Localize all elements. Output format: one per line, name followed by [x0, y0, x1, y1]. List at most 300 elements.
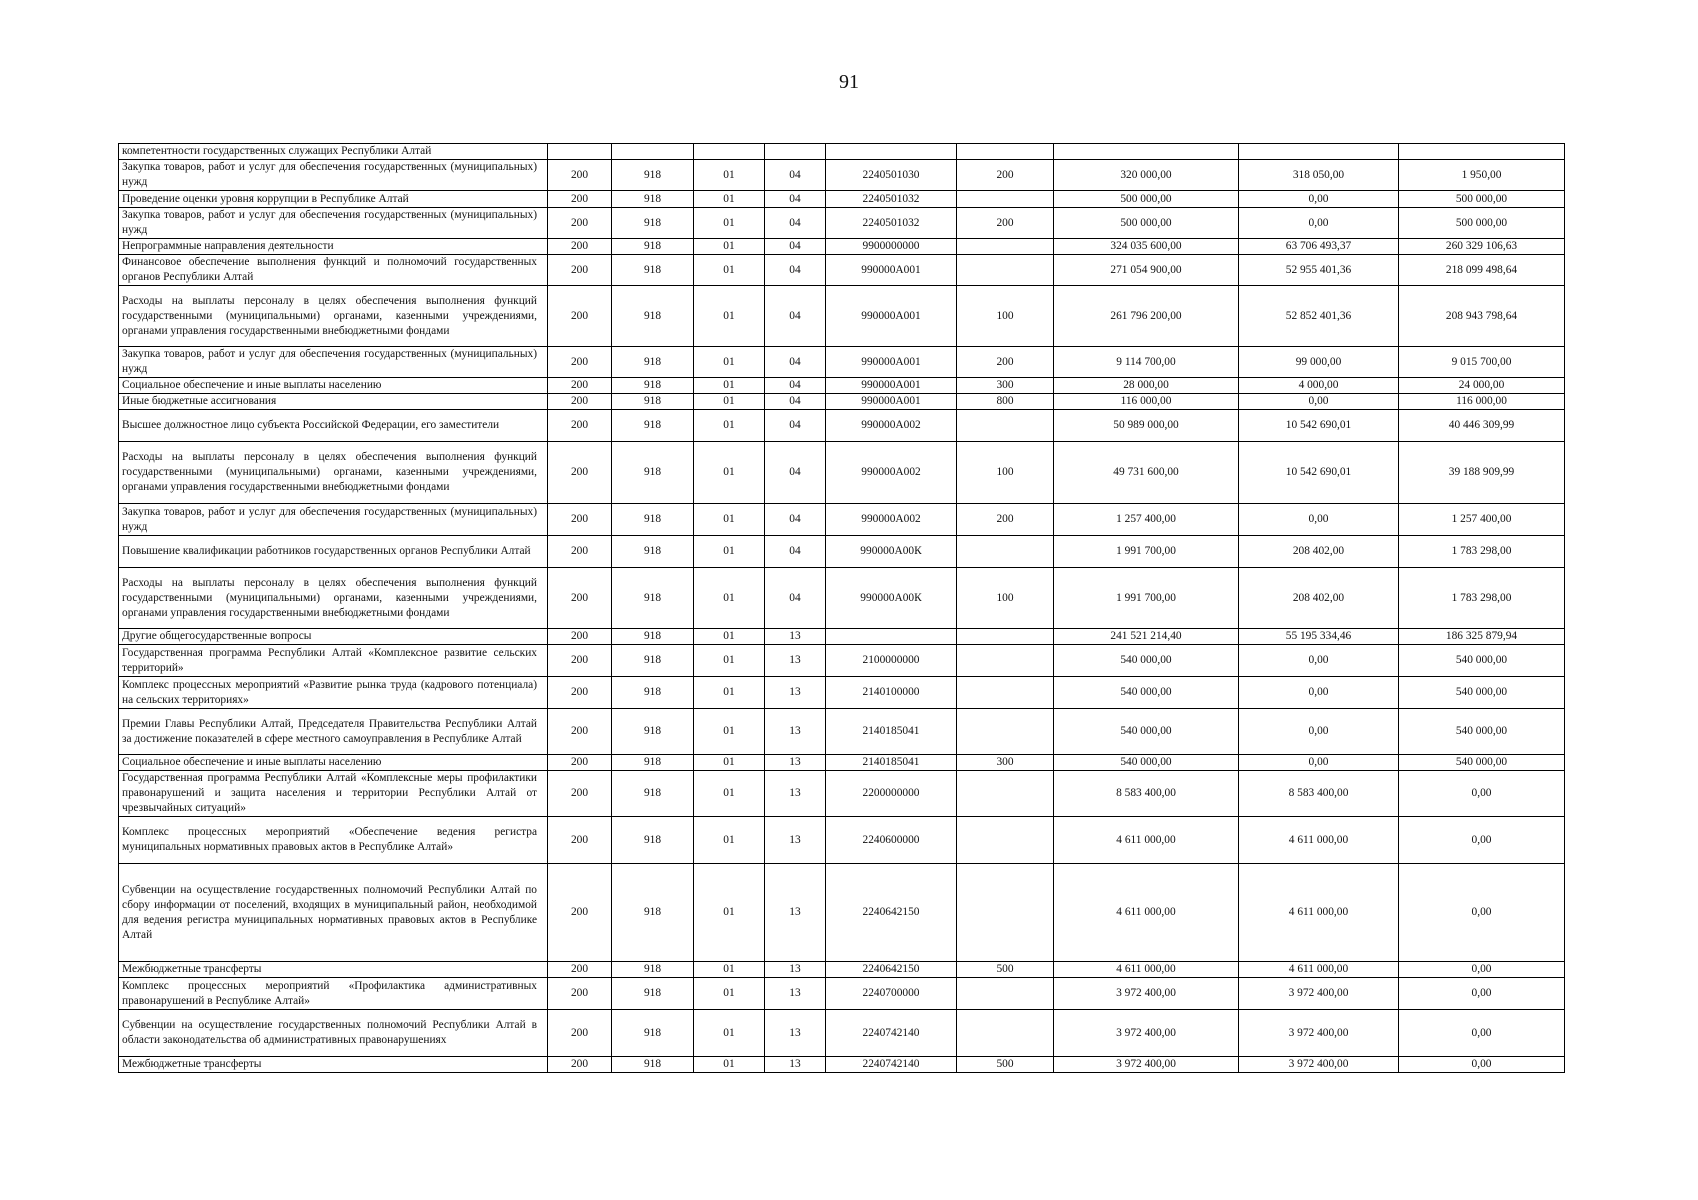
row-ministry-code: 918 — [612, 629, 694, 645]
row-expense-type — [957, 629, 1054, 645]
table-row — [119, 677, 1565, 709]
row-target-article — [826, 629, 957, 645]
row-admin-code: 200 — [548, 160, 612, 191]
row-remainder-amount: 540 000,00 — [1399, 755, 1565, 771]
row-target-article: 2240700000 — [826, 978, 957, 1010]
row-name: Расходы на выплаты персоналу в целях обеспечения выполнения функций государственными (муниципальными) органами, казенными учреждениями, органами управления государственными внебюджетными фондами — [119, 286, 548, 347]
row-target-article: 2240742140 — [826, 1057, 957, 1073]
row-expense-type — [957, 536, 1054, 568]
row-section: 01 — [694, 442, 765, 504]
row-section: 01 — [694, 755, 765, 771]
row-executed-amount: 63 706 493,37 — [1239, 239, 1399, 255]
row-section: 01 — [694, 347, 765, 378]
row-section: 01 — [694, 817, 765, 864]
row-admin-code: 200 — [548, 208, 612, 239]
row-approved-amount: 1 991 700,00 — [1054, 568, 1239, 629]
row-section: 01 — [694, 410, 765, 442]
row-approved-amount: 49 731 600,00 — [1054, 442, 1239, 504]
row-admin-code — [548, 144, 612, 160]
row-executed-amount: 4 000,00 — [1239, 378, 1399, 394]
row-approved-amount: 1 991 700,00 — [1054, 536, 1239, 568]
row-section: 01 — [694, 962, 765, 978]
row-admin-code: 200 — [548, 347, 612, 378]
row-subsection: 04 — [765, 191, 826, 208]
page-number: 91 — [839, 71, 859, 93]
row-expense-type — [957, 817, 1054, 864]
table-row — [119, 755, 1565, 771]
row-ministry-code: 918 — [612, 709, 694, 755]
row-section: 01 — [694, 677, 765, 709]
row-section: 01 — [694, 286, 765, 347]
row-admin-code: 200 — [548, 536, 612, 568]
row-admin-code: 200 — [548, 378, 612, 394]
row-subsection: 04 — [765, 208, 826, 239]
row-name: Проведение оценки уровня коррупции в Республике Алтай — [119, 191, 548, 208]
row-expense-type: 500 — [957, 1057, 1054, 1073]
row-admin-code: 200 — [548, 645, 612, 677]
table-body — [119, 144, 1565, 1073]
row-admin-code: 200 — [548, 442, 612, 504]
row-section: 01 — [694, 771, 765, 817]
row-admin-code: 200 — [548, 864, 612, 962]
row-subsection: 04 — [765, 286, 826, 347]
table-row — [119, 536, 1565, 568]
row-expense-type — [957, 864, 1054, 962]
row-admin-code: 200 — [548, 255, 612, 286]
row-name: Иные бюджетные ассигнования — [119, 394, 548, 410]
row-admin-code: 200 — [548, 629, 612, 645]
row-admin-code: 200 — [548, 568, 612, 629]
row-subsection: 13 — [765, 755, 826, 771]
row-target-article: 2240742140 — [826, 1010, 957, 1057]
row-remainder-amount: 218 099 498,64 — [1399, 255, 1565, 286]
row-ministry-code: 918 — [612, 347, 694, 378]
row-name: Закупка товаров, работ и услуг для обеспечения государственных (муниципальных) нужд — [119, 208, 548, 239]
table-row — [119, 1057, 1565, 1073]
row-remainder-amount: 208 943 798,64 — [1399, 286, 1565, 347]
row-target-article: 2240642150 — [826, 962, 957, 978]
row-ministry-code: 918 — [612, 255, 694, 286]
row-approved-amount: 540 000,00 — [1054, 645, 1239, 677]
row-subsection: 13 — [765, 1010, 826, 1057]
row-subsection: 04 — [765, 394, 826, 410]
row-executed-amount: 208 402,00 — [1239, 568, 1399, 629]
row-approved-amount: 540 000,00 — [1054, 709, 1239, 755]
row-admin-code: 200 — [548, 962, 612, 978]
row-subsection: 04 — [765, 255, 826, 286]
table-row — [119, 394, 1565, 410]
row-ministry-code: 918 — [612, 160, 694, 191]
row-ministry-code: 918 — [612, 978, 694, 1010]
row-approved-amount: 320 000,00 — [1054, 160, 1239, 191]
row-target-article: 990000А001 — [826, 394, 957, 410]
row-target-article: 2140100000 — [826, 677, 957, 709]
row-section: 01 — [694, 645, 765, 677]
row-approved-amount — [1054, 144, 1239, 160]
row-target-article: 990000А001 — [826, 255, 957, 286]
table-row — [119, 208, 1565, 239]
row-remainder-amount: 40 446 309,99 — [1399, 410, 1565, 442]
row-approved-amount: 540 000,00 — [1054, 755, 1239, 771]
row-admin-code: 200 — [548, 677, 612, 709]
row-remainder-amount: 24 000,00 — [1399, 378, 1565, 394]
row-remainder-amount: 0,00 — [1399, 864, 1565, 962]
row-approved-amount: 4 611 000,00 — [1054, 962, 1239, 978]
row-ministry-code: 918 — [612, 442, 694, 504]
row-remainder-amount — [1399, 144, 1565, 160]
row-name: Комплекс процессных мероприятий «Развитие рынка труда (кадрового потенциала) на сельских территориях» — [119, 677, 548, 709]
row-executed-amount: 8 583 400,00 — [1239, 771, 1399, 817]
row-subsection: 13 — [765, 677, 826, 709]
table-row — [119, 629, 1565, 645]
row-subsection: 04 — [765, 442, 826, 504]
row-expense-type — [957, 144, 1054, 160]
row-admin-code: 200 — [548, 504, 612, 536]
row-section: 01 — [694, 568, 765, 629]
row-approved-amount: 540 000,00 — [1054, 677, 1239, 709]
table-row — [119, 864, 1565, 962]
row-executed-amount: 10 542 690,01 — [1239, 442, 1399, 504]
row-name: Межбюджетные трансферты — [119, 962, 548, 978]
row-name: Повышение квалификации работников государственных органов Республики Алтай — [119, 536, 548, 568]
table-row — [119, 978, 1565, 1010]
row-approved-amount: 3 972 400,00 — [1054, 1010, 1239, 1057]
row-section: 01 — [694, 709, 765, 755]
row-name: Закупка товаров, работ и услуг для обеспечения государственных (муниципальных) нужд — [119, 160, 548, 191]
row-admin-code: 200 — [548, 709, 612, 755]
row-expense-type: 100 — [957, 568, 1054, 629]
row-approved-amount: 8 583 400,00 — [1054, 771, 1239, 817]
row-target-article: 990000А001 — [826, 347, 957, 378]
row-executed-amount: 52 852 401,36 — [1239, 286, 1399, 347]
row-subsection: 13 — [765, 817, 826, 864]
row-expense-type: 800 — [957, 394, 1054, 410]
row-executed-amount: 0,00 — [1239, 208, 1399, 239]
row-subsection: 04 — [765, 536, 826, 568]
row-remainder-amount: 39 188 909,99 — [1399, 442, 1565, 504]
table-row — [119, 645, 1565, 677]
row-subsection: 13 — [765, 1057, 826, 1073]
row-subsection: 13 — [765, 864, 826, 962]
row-admin-code: 200 — [548, 394, 612, 410]
row-ministry-code: 918 — [612, 645, 694, 677]
row-approved-amount: 50 989 000,00 — [1054, 410, 1239, 442]
row-approved-amount: 9 114 700,00 — [1054, 347, 1239, 378]
row-admin-code: 200 — [548, 1010, 612, 1057]
row-subsection: 13 — [765, 629, 826, 645]
row-section: 01 — [694, 504, 765, 536]
row-executed-amount: 3 972 400,00 — [1239, 1057, 1399, 1073]
row-target-article: 990000А001 — [826, 286, 957, 347]
table-row — [119, 255, 1565, 286]
table-row — [119, 410, 1565, 442]
row-ministry-code: 918 — [612, 864, 694, 962]
row-remainder-amount: 0,00 — [1399, 962, 1565, 978]
table-row — [119, 568, 1565, 629]
row-expense-type — [957, 191, 1054, 208]
row-name: Государственная программа Республики Алтай «Комплексные меры профилактики правонарушений и защита населения и территории Республики Алтай от чрезвычайных ситуаций» — [119, 771, 548, 817]
row-remainder-amount: 500 000,00 — [1399, 208, 1565, 239]
table-row — [119, 771, 1565, 817]
row-ministry-code: 918 — [612, 394, 694, 410]
row-executed-amount: 0,00 — [1239, 394, 1399, 410]
row-admin-code: 200 — [548, 817, 612, 864]
row-remainder-amount: 0,00 — [1399, 817, 1565, 864]
row-target-article: 990000А001 — [826, 378, 957, 394]
row-target-article: 2200000000 — [826, 771, 957, 817]
row-section: 01 — [694, 255, 765, 286]
row-section: 01 — [694, 378, 765, 394]
row-executed-amount: 0,00 — [1239, 709, 1399, 755]
row-admin-code: 200 — [548, 286, 612, 347]
row-section: 01 — [694, 864, 765, 962]
row-target-article: 990000А002 — [826, 410, 957, 442]
row-remainder-amount: 540 000,00 — [1399, 645, 1565, 677]
row-ministry-code: 918 — [612, 536, 694, 568]
row-section: 01 — [694, 394, 765, 410]
table-row — [119, 709, 1565, 755]
row-approved-amount: 4 611 000,00 — [1054, 817, 1239, 864]
table-row — [119, 160, 1565, 191]
row-ministry-code: 918 — [612, 504, 694, 536]
table-row — [119, 239, 1565, 255]
row-ministry-code: 918 — [612, 568, 694, 629]
row-approved-amount: 241 521 214,40 — [1054, 629, 1239, 645]
row-target-article: 2140185041 — [826, 709, 957, 755]
row-name: компетентности государственных служащих Республики Алтай — [119, 144, 548, 160]
row-subsection: 13 — [765, 645, 826, 677]
row-section — [694, 144, 765, 160]
row-name: Расходы на выплаты персоналу в целях обеспечения выполнения функций государственными (муниципальными) органами, казенными учреждениями, органами управления государственными внебюджетными фондами — [119, 442, 548, 504]
row-name: Комплекс процессных мероприятий «Обеспечение ведения регистра муниципальных нормативных правовых актов в Республике Алтай» — [119, 817, 548, 864]
row-target-article: 2240501030 — [826, 160, 957, 191]
row-target-article: 990000А00К — [826, 568, 957, 629]
row-executed-amount — [1239, 144, 1399, 160]
row-remainder-amount: 0,00 — [1399, 771, 1565, 817]
row-ministry-code: 918 — [612, 1057, 694, 1073]
row-name: Непрограммные направления деятельности — [119, 239, 548, 255]
row-executed-amount: 3 972 400,00 — [1239, 1010, 1399, 1057]
row-name: Социальное обеспечение и иные выплаты населению — [119, 378, 548, 394]
row-executed-amount: 0,00 — [1239, 677, 1399, 709]
row-name: Межбюджетные трансферты — [119, 1057, 548, 1073]
row-expense-type: 200 — [957, 160, 1054, 191]
row-ministry-code — [612, 144, 694, 160]
row-approved-amount: 500 000,00 — [1054, 191, 1239, 208]
row-expense-type — [957, 677, 1054, 709]
row-target-article: 2240642150 — [826, 864, 957, 962]
row-subsection: 04 — [765, 378, 826, 394]
row-remainder-amount: 260 329 106,63 — [1399, 239, 1565, 255]
row-expense-type: 200 — [957, 504, 1054, 536]
table-row — [119, 191, 1565, 208]
row-approved-amount: 3 972 400,00 — [1054, 1057, 1239, 1073]
row-admin-code: 200 — [548, 771, 612, 817]
row-target-article: 990000А002 — [826, 442, 957, 504]
row-ministry-code: 918 — [612, 677, 694, 709]
row-expense-type — [957, 410, 1054, 442]
row-name: Расходы на выплаты персоналу в целях обеспечения выполнения функций государственными (муниципальными) органами, казенными учреждениями, органами управления государственными внебюджетными фондами — [119, 568, 548, 629]
row-name: Комплекс процессных мероприятий «Профилактика административных правонарушений в Республике Алтай» — [119, 978, 548, 1010]
row-remainder-amount: 9 015 700,00 — [1399, 347, 1565, 378]
row-target-article: 2240600000 — [826, 817, 957, 864]
row-admin-code: 200 — [548, 239, 612, 255]
row-subsection: 13 — [765, 771, 826, 817]
row-expense-type — [957, 255, 1054, 286]
row-remainder-amount: 1 950,00 — [1399, 160, 1565, 191]
table-row — [119, 1010, 1565, 1057]
row-target-article: 2240501032 — [826, 191, 957, 208]
row-remainder-amount: 500 000,00 — [1399, 191, 1565, 208]
row-approved-amount: 4 611 000,00 — [1054, 864, 1239, 962]
table-row — [119, 378, 1565, 394]
row-executed-amount: 3 972 400,00 — [1239, 978, 1399, 1010]
row-name: Закупка товаров, работ и услуг для обеспечения государственных (муниципальных) нужд — [119, 347, 548, 378]
row-name: Закупка товаров, работ и услуг для обеспечения государственных (муниципальных) нужд — [119, 504, 548, 536]
row-target-article: 2240501032 — [826, 208, 957, 239]
row-admin-code: 200 — [548, 755, 612, 771]
table-row — [119, 442, 1565, 504]
row-remainder-amount: 116 000,00 — [1399, 394, 1565, 410]
row-subsection: 04 — [765, 568, 826, 629]
row-expense-type: 300 — [957, 755, 1054, 771]
row-executed-amount: 4 611 000,00 — [1239, 817, 1399, 864]
row-approved-amount: 28 000,00 — [1054, 378, 1239, 394]
row-subsection: 13 — [765, 978, 826, 1010]
row-remainder-amount: 0,00 — [1399, 1057, 1565, 1073]
row-executed-amount: 0,00 — [1239, 504, 1399, 536]
row-approved-amount: 116 000,00 — [1054, 394, 1239, 410]
row-target-article: 9900000000 — [826, 239, 957, 255]
row-remainder-amount: 1 783 298,00 — [1399, 568, 1565, 629]
row-remainder-amount: 540 000,00 — [1399, 709, 1565, 755]
row-name: Субвенции на осуществление государственных полномочий Республики Алтай по сбору информации от поселений, входящих в муниципальный район, необходимой для ведения регистра муниципальных нормативных правовых актов в Республике Алтай — [119, 864, 548, 962]
row-admin-code: 200 — [548, 978, 612, 1010]
row-expense-type: 500 — [957, 962, 1054, 978]
row-executed-amount: 52 955 401,36 — [1239, 255, 1399, 286]
row-target-article — [826, 144, 957, 160]
row-executed-amount: 0,00 — [1239, 645, 1399, 677]
row-executed-amount: 99 000,00 — [1239, 347, 1399, 378]
row-section: 01 — [694, 239, 765, 255]
row-approved-amount: 1 257 400,00 — [1054, 504, 1239, 536]
row-ministry-code: 918 — [612, 410, 694, 442]
row-approved-amount: 271 054 900,00 — [1054, 255, 1239, 286]
row-name: Государственная программа Республики Алтай «Комплексное развитие сельских территорий» — [119, 645, 548, 677]
row-executed-amount: 4 611 000,00 — [1239, 864, 1399, 962]
row-expense-type — [957, 1010, 1054, 1057]
row-section: 01 — [694, 629, 765, 645]
row-expense-type: 100 — [957, 442, 1054, 504]
row-expense-type: 200 — [957, 208, 1054, 239]
row-expense-type: 300 — [957, 378, 1054, 394]
row-ministry-code: 918 — [612, 239, 694, 255]
row-expense-type — [957, 645, 1054, 677]
row-section: 01 — [694, 191, 765, 208]
row-expense-type: 100 — [957, 286, 1054, 347]
row-expense-type — [957, 709, 1054, 755]
row-subsection: 04 — [765, 347, 826, 378]
row-remainder-amount: 0,00 — [1399, 978, 1565, 1010]
row-remainder-amount: 540 000,00 — [1399, 677, 1565, 709]
row-remainder-amount: 0,00 — [1399, 1010, 1565, 1057]
row-subsection: 13 — [765, 962, 826, 978]
row-ministry-code: 918 — [612, 1010, 694, 1057]
row-expense-type: 200 — [957, 347, 1054, 378]
row-name: Субвенции на осуществление государственных полномочий Республики Алтай в области законодательства об административных правонарушениях — [119, 1010, 548, 1057]
row-expense-type — [957, 771, 1054, 817]
row-remainder-amount: 1 257 400,00 — [1399, 504, 1565, 536]
table-row — [119, 347, 1565, 378]
row-executed-amount: 318 050,00 — [1239, 160, 1399, 191]
row-executed-amount: 208 402,00 — [1239, 536, 1399, 568]
row-approved-amount: 261 796 200,00 — [1054, 286, 1239, 347]
row-ministry-code: 918 — [612, 755, 694, 771]
row-ministry-code: 918 — [612, 817, 694, 864]
row-subsection: 04 — [765, 410, 826, 442]
row-subsection: 04 — [765, 504, 826, 536]
row-ministry-code: 918 — [612, 771, 694, 817]
row-executed-amount: 4 611 000,00 — [1239, 962, 1399, 978]
table-row — [119, 286, 1565, 347]
row-admin-code: 200 — [548, 191, 612, 208]
row-section: 01 — [694, 1057, 765, 1073]
row-section: 01 — [694, 1010, 765, 1057]
row-target-article: 2140185041 — [826, 755, 957, 771]
row-approved-amount: 500 000,00 — [1054, 208, 1239, 239]
row-target-article: 990000А002 — [826, 504, 957, 536]
row-name: Финансовое обеспечение выполнения функций и полномочий государственных органов Республики Алтай — [119, 255, 548, 286]
row-expense-type — [957, 978, 1054, 1010]
row-name: Высшее должностное лицо субъекта Российской Федерации, его заместители — [119, 410, 548, 442]
row-name: Социальное обеспечение и иные выплаты населению — [119, 755, 548, 771]
row-subsection: 13 — [765, 709, 826, 755]
row-target-article: 2100000000 — [826, 645, 957, 677]
row-admin-code: 200 — [548, 1057, 612, 1073]
row-subsection: 04 — [765, 239, 826, 255]
row-executed-amount: 0,00 — [1239, 755, 1399, 771]
row-ministry-code: 918 — [612, 378, 694, 394]
row-remainder-amount: 1 783 298,00 — [1399, 536, 1565, 568]
row-remainder-amount: 186 325 879,94 — [1399, 629, 1565, 645]
row-ministry-code: 918 — [612, 191, 694, 208]
table-row — [119, 817, 1565, 864]
row-ministry-code: 918 — [612, 208, 694, 239]
row-executed-amount: 10 542 690,01 — [1239, 410, 1399, 442]
table-row — [119, 962, 1565, 978]
row-expense-type — [957, 239, 1054, 255]
row-ministry-code: 918 — [612, 962, 694, 978]
row-section: 01 — [694, 536, 765, 568]
row-target-article: 990000А00К — [826, 536, 957, 568]
row-section: 01 — [694, 978, 765, 1010]
row-approved-amount: 324 035 600,00 — [1054, 239, 1239, 255]
row-admin-code: 200 — [548, 410, 612, 442]
row-executed-amount: 55 195 334,46 — [1239, 629, 1399, 645]
table-row — [119, 504, 1565, 536]
row-section: 01 — [694, 208, 765, 239]
row-subsection — [765, 144, 826, 160]
budget-table — [118, 143, 1565, 1073]
row-executed-amount: 0,00 — [1239, 191, 1399, 208]
row-subsection: 04 — [765, 160, 826, 191]
table-row — [119, 144, 1565, 160]
row-section: 01 — [694, 160, 765, 191]
row-approved-amount: 3 972 400,00 — [1054, 978, 1239, 1010]
row-name: Другие общегосударственные вопросы — [119, 629, 548, 645]
row-ministry-code: 918 — [612, 286, 694, 347]
row-name: Премии Главы Республики Алтай, Председателя Правительства Республики Алтай за достижение показателей в сфере местного самоуправления в Республике Алтай — [119, 709, 548, 755]
